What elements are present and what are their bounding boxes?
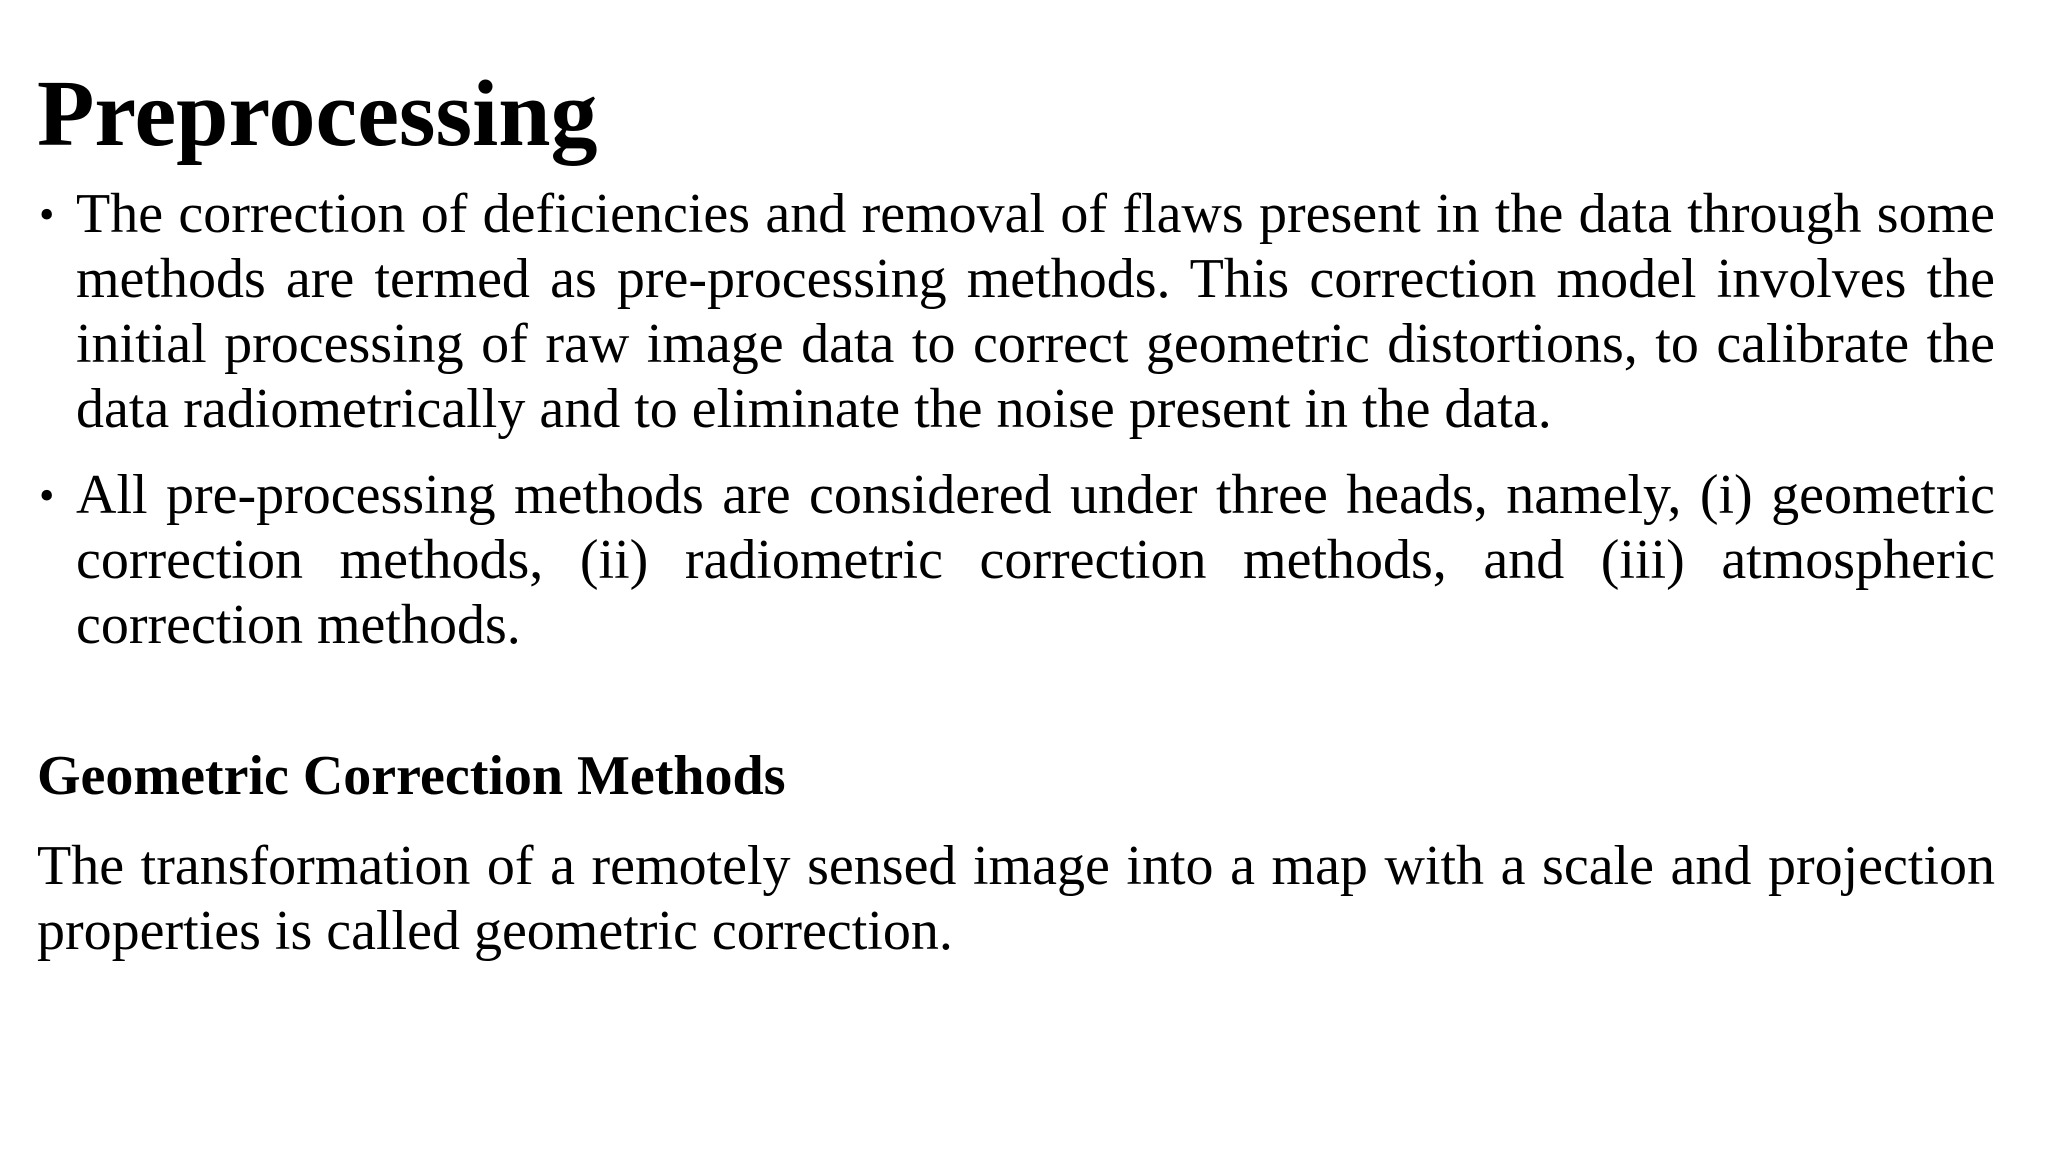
bullet-text: All pre-processing methods are considered under three heads, namely, (i) geometric correction methods, (ii) radiometric correction methods, and (iii) atmospheric correction methods. (76, 464, 1995, 656)
bullet-icon: • (39, 471, 55, 520)
slide (37, 0, 1995, 1152)
bullet-item (37, 463, 1995, 658)
section-heading: Geometric Correction Methods (37, 745, 786, 807)
bullet-list (37, 182, 1995, 658)
section-paragraph: The transformation of a remotely sensed image into a map with a scale and projection properties is called geometric correction. (37, 835, 1995, 962)
bullet-item (37, 182, 1995, 442)
slide-title: Preprocessing (37, 62, 598, 166)
bullet-text: The correction of deficiencies and removal of flaws present in the data through some methods are termed as pre-processing methods. This correction model involves the initial processing of raw image data to correct geometric distortions, to calibrate the data radiometrically and to eliminate the noise present in the data. (76, 183, 1995, 440)
bullet-icon: • (39, 190, 55, 239)
